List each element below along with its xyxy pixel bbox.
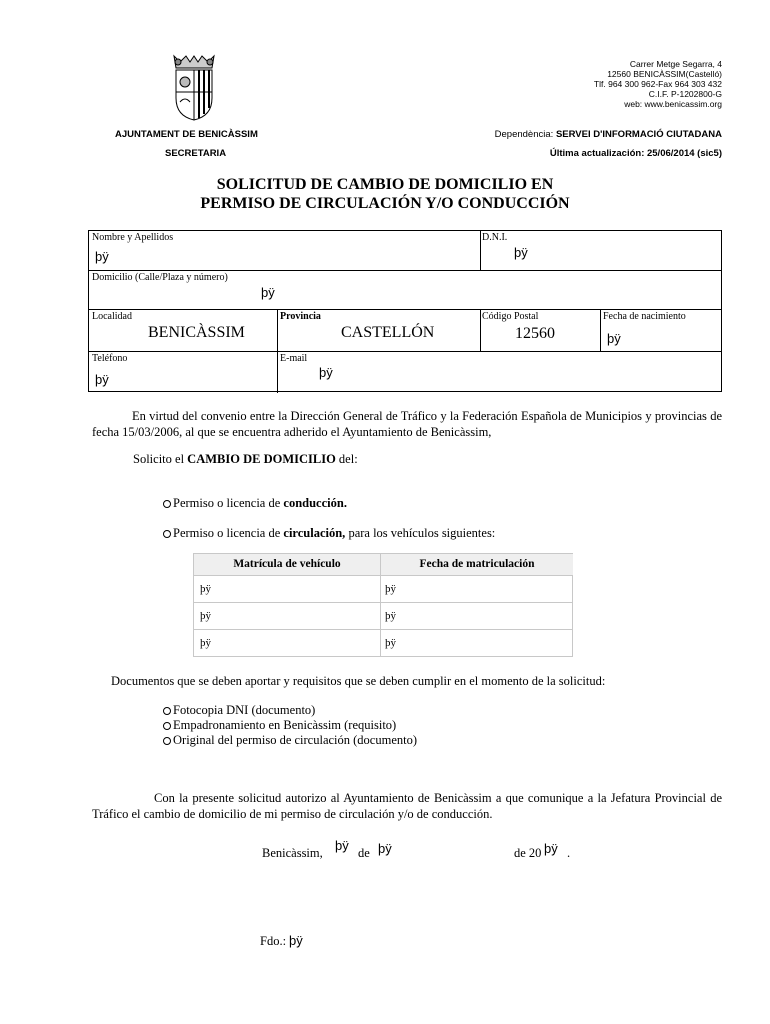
birth-date-label: Fecha de nacimiento [603,311,686,322]
option1-bold: conducción. [283,496,347,510]
address-line: 12560 BENICÀSSIM(Castelló) [607,69,722,79]
option-driving-license[interactable] [163,496,347,511]
name-field[interactable]: þÿ [95,249,109,264]
document-item-dni[interactable] [163,703,417,718]
email-field[interactable]: þÿ [319,365,333,380]
last-updated: Última actualización: 25/06/2014 (sic5) [549,148,722,159]
signature-label: Fdo.: [260,934,287,948]
department-name: SECRETARIA [165,148,227,159]
phone-field[interactable]: þÿ [95,372,109,387]
document-item-original-permit[interactable] [163,733,417,748]
dependencia-value: SERVEI D'INFORMACIÓ CIUTADANA [555,129,722,140]
radio-driving-license[interactable] [163,500,171,508]
documents-list [163,703,417,748]
table-row [194,602,572,629]
signature-field[interactable]: þÿ [289,933,303,948]
province-field[interactable]: CASTELLÓN [341,324,435,341]
date-period: . [567,846,571,860]
dependencia [495,129,722,140]
date-de-1: de [358,846,370,860]
address-line: Tlf. 964 300 962-Fax 964 303 432 [593,79,722,89]
coat-of-arms-logo [168,52,220,124]
request-line [133,452,358,467]
dependencia-label: Dependència: [494,129,554,140]
locality-field[interactable]: BENICÀSSIM [148,324,245,341]
option1-text: Permiso o licencia de [173,496,281,510]
phone-label: Teléfono [92,353,128,364]
postal-code-label: Código Postal [482,311,539,322]
table-row [194,629,572,656]
address-field[interactable]: þÿ [261,285,275,300]
option2-bold: circulación, [283,526,346,540]
table-row [194,575,572,602]
document-item-census[interactable] [163,718,417,733]
document-title-line1: SOLICITUD DE CAMBIO DE DOMICILIO EN [216,176,554,193]
name-label: Nombre y Apellidos [92,232,174,243]
address-block [594,59,722,109]
request-suffix: del: [338,452,358,466]
province-label: Provincia [280,311,321,322]
registration-date-cell[interactable]: þÿ [385,637,396,649]
option2-suffix: para los vehículos siguientes: [348,526,496,540]
checkbox-census[interactable] [163,722,171,730]
col-header-registration-date: Fecha de matriculación [381,554,573,575]
option-circulation-permit[interactable] [163,526,495,541]
plate-cell[interactable]: þÿ [200,583,211,595]
document-title-line2: PERMISO DE CIRCULACIÓN Y/O CONDUCCIÓN [200,195,570,212]
plate-cell[interactable]: þÿ [200,637,211,649]
date-day-field[interactable]: þÿ [335,838,349,853]
email-label: E-mail [280,353,308,364]
applicant-form [88,230,722,392]
address-line: C.I.F. P-1202800-G [648,89,722,99]
col-header-plate: Matrícula de vehículo [194,554,380,575]
dni-label: D.N.I. [482,232,508,243]
document-item-label: Empadronamiento en Benicàssim (requisito) [173,718,397,732]
documents-heading: Documentos que se deben aportar y requisitos que se deben cumplir en el momento de la solicitud: [111,674,606,688]
address-line: web: www.benicassim.org [624,99,722,109]
locality-label: Localidad [92,311,132,322]
org-name: AJUNTAMENT DE BENICÀSSIM [115,129,258,140]
radio-circulation-permit[interactable] [163,530,171,538]
intro-paragraph: En virtud del convenio entre la Dirección General de Tráfico y la Federación Española de Municipios y provincias de fecha 15/03/2006, al que se encuentra adherido el Ayuntamiento de Benicàssim, [92,409,722,439]
postal-code-field[interactable]: 12560 [515,325,555,342]
authorization-paragraph: Con la presente solicitud autorizo al Ayuntamiento de Benicàssim a que comunique a la Jefatura Provincial de Tráfico el cambio de domicilio de mi permiso de circulación y/o de conducción. [92,791,722,821]
request-bold: CAMBIO DE DOMICILIO [187,452,336,466]
document-item-label: Original del permiso de circulación (documento) [173,733,418,747]
date-month-field[interactable]: þÿ [378,841,392,856]
date-de-2: de 20 [514,846,542,860]
checkbox-dni[interactable] [163,707,171,715]
option2-text: Permiso o licencia de [173,526,281,540]
registration-date-cell[interactable]: þÿ [385,583,396,595]
document-item-label: Fotocopia DNI (documento) [173,703,316,717]
address-line: Carrer Metge Segarra, 4 [629,59,722,69]
date-year-field[interactable]: þÿ [544,841,558,856]
dni-field[interactable]: þÿ [514,245,528,260]
registration-date-cell[interactable]: þÿ [385,610,396,622]
birth-date-field[interactable]: þÿ [607,331,621,346]
plate-cell[interactable]: þÿ [200,610,211,622]
request-prefix: Solicito el [133,452,185,466]
vehicles-table [193,553,573,657]
checkbox-original-permit[interactable] [163,737,171,745]
address-label: Domicilio (Calle/Plaza y número) [92,272,228,283]
date-place: Benicàssim, [262,846,323,860]
